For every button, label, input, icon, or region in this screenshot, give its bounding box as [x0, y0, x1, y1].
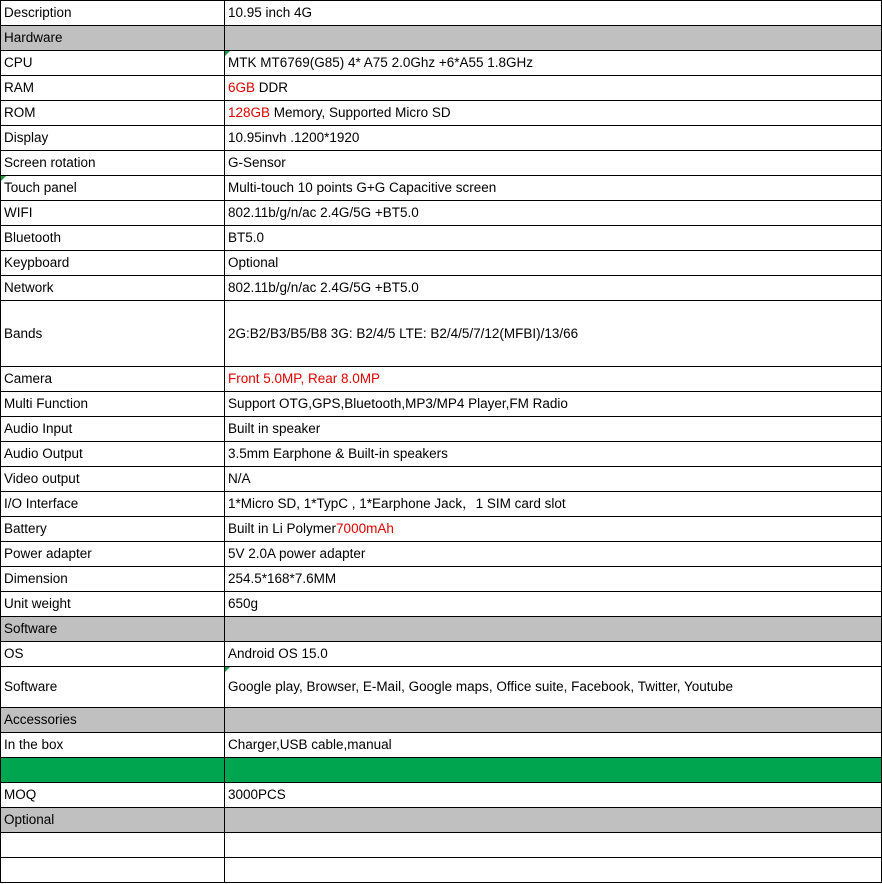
empty-cell	[1, 858, 225, 883]
label-bands: Bands	[1, 301, 225, 367]
row-camera	[1, 367, 882, 392]
row-screen-rotation	[1, 151, 882, 176]
value-audio-input: Built in speaker	[225, 417, 882, 442]
value-bluetooth: BT5.0	[225, 226, 882, 251]
battery-capacity: 7000mAh	[336, 521, 394, 536]
camera-spec: Front 5.0MP, Rear 8.0MP	[228, 371, 381, 386]
row-audio-input	[1, 417, 882, 442]
label-io-interface: I/O Interface	[1, 492, 225, 517]
section-optional	[1, 808, 882, 833]
row-multi-function	[1, 392, 882, 417]
value-moq: 3000PCS	[225, 783, 882, 808]
section-filler-accessories	[225, 708, 882, 733]
label-keyboard: Keypboard	[1, 251, 225, 276]
ram-type: DDR	[255, 80, 289, 95]
row-bands	[1, 301, 882, 367]
section-filler-hardware	[225, 26, 882, 51]
value-description: 10.95 inch 4G	[225, 1, 882, 26]
value-rom	[225, 101, 882, 126]
label-battery: Battery	[1, 517, 225, 542]
section-hardware	[1, 26, 882, 51]
value-software: Google play, Browser, E-Mail, Google maps, Office suite, Facebook, Twitter, Youtube	[225, 667, 882, 708]
empty-cell	[1, 833, 225, 858]
row-video-output	[1, 467, 882, 492]
empty-cell	[225, 833, 882, 858]
label-rom: ROM	[1, 101, 225, 126]
section-label-accessories: Accessories	[1, 708, 225, 733]
row-keyboard	[1, 251, 882, 276]
rom-size: 128GB	[228, 105, 271, 120]
label-cpu: CPU	[1, 51, 225, 76]
label-bluetooth: Bluetooth	[1, 226, 225, 251]
row-software	[1, 667, 882, 708]
label-touch-panel: Touch panel	[1, 176, 225, 201]
label-software: Software	[1, 667, 225, 708]
row-in-the-box	[1, 733, 882, 758]
label-audio-output: Audio Output	[1, 442, 225, 467]
value-os: Android OS 15.0	[225, 642, 882, 667]
label-ram: RAM	[1, 76, 225, 101]
row-network	[1, 276, 882, 301]
row-wifi	[1, 201, 882, 226]
row-unit-weight	[1, 592, 882, 617]
row-power-adapter	[1, 542, 882, 567]
rom-detail: Memory, Supported Micro SD	[270, 105, 451, 120]
section-label-hardware: Hardware	[1, 26, 225, 51]
row-description	[1, 1, 882, 26]
section-label-software: Software	[1, 617, 225, 642]
value-keyboard: Optional	[225, 251, 882, 276]
row-battery	[1, 517, 882, 542]
green-cell-right	[225, 758, 882, 783]
section-filler-optional	[225, 808, 882, 833]
value-touch-panel: Multi-touch 10 points G+G Capacitive screen	[225, 176, 882, 201]
value-cpu: MTK MT6769(G85) 4* A75 2.0Ghz +6*A55 1.8GHz	[225, 51, 882, 76]
empty-row-1	[1, 833, 882, 858]
value-multi-function: Support OTG,GPS,Bluetooth,MP3/MP4 Player,FM Radio	[225, 392, 882, 417]
label-in-the-box: In the box	[1, 733, 225, 758]
label-video-output: Video output	[1, 467, 225, 492]
label-unit-weight: Unit weight	[1, 592, 225, 617]
value-display: 10.95invh .1200*1920	[225, 126, 882, 151]
battery-type: Built in Li Polymer	[228, 521, 337, 536]
section-filler-software	[225, 617, 882, 642]
label-dimension: Dimension	[1, 567, 225, 592]
ram-size: 6GB	[228, 80, 256, 95]
value-dimension: 254.5*168*7.6MM	[225, 567, 882, 592]
section-label-optional: Optional	[1, 808, 225, 833]
label-multi-function: Multi Function	[1, 392, 225, 417]
value-camera	[225, 367, 882, 392]
green-cell-left	[1, 758, 225, 783]
value-io-interface: 1*Micro SD, 1*TypC , 1*Earphone Jack，1 SIM card slot	[225, 492, 882, 517]
section-software	[1, 617, 882, 642]
value-network: 802.11b/g/n/ac 2.4G/5G +BT5.0	[225, 276, 882, 301]
row-touch-panel	[1, 176, 882, 201]
value-power-adapter: 5V 2.0A power adapter	[225, 542, 882, 567]
row-audio-output	[1, 442, 882, 467]
value-wifi: 802.11b/g/n/ac 2.4G/5G +BT5.0	[225, 201, 882, 226]
label-camera: Camera	[1, 367, 225, 392]
value-in-the-box: Charger,USB cable,manual	[225, 733, 882, 758]
label-os: OS	[1, 642, 225, 667]
row-moq	[1, 783, 882, 808]
value-video-output: N/A	[225, 467, 882, 492]
label-screen-rotation: Screen rotation	[1, 151, 225, 176]
value-ram	[225, 76, 882, 101]
label-power-adapter: Power adapter	[1, 542, 225, 567]
label-display: Display	[1, 126, 225, 151]
label-network: Network	[1, 276, 225, 301]
green-divider-row	[1, 758, 882, 783]
label-description: Description	[1, 1, 225, 26]
label-moq: MOQ	[1, 783, 225, 808]
empty-cell	[225, 858, 882, 883]
value-screen-rotation: G-Sensor	[225, 151, 882, 176]
label-wifi: WIFI	[1, 201, 225, 226]
label-audio-input: Audio Input	[1, 417, 225, 442]
row-bluetooth	[1, 226, 882, 251]
row-dimension	[1, 567, 882, 592]
empty-row-2	[1, 858, 882, 883]
row-display	[1, 126, 882, 151]
value-unit-weight: 650g	[225, 592, 882, 617]
row-cpu	[1, 51, 882, 76]
value-battery	[225, 517, 882, 542]
row-os	[1, 642, 882, 667]
section-accessories	[1, 708, 882, 733]
value-audio-output: 3.5mm Earphone & Built-in speakers	[225, 442, 882, 467]
row-ram	[1, 76, 882, 101]
row-rom	[1, 101, 882, 126]
value-bands: 2G:B2/B3/B5/B8 3G: B2/4/5 LTE: B2/4/5/7/12(MFBI)/13/66	[225, 301, 882, 367]
row-io-interface	[1, 492, 882, 517]
